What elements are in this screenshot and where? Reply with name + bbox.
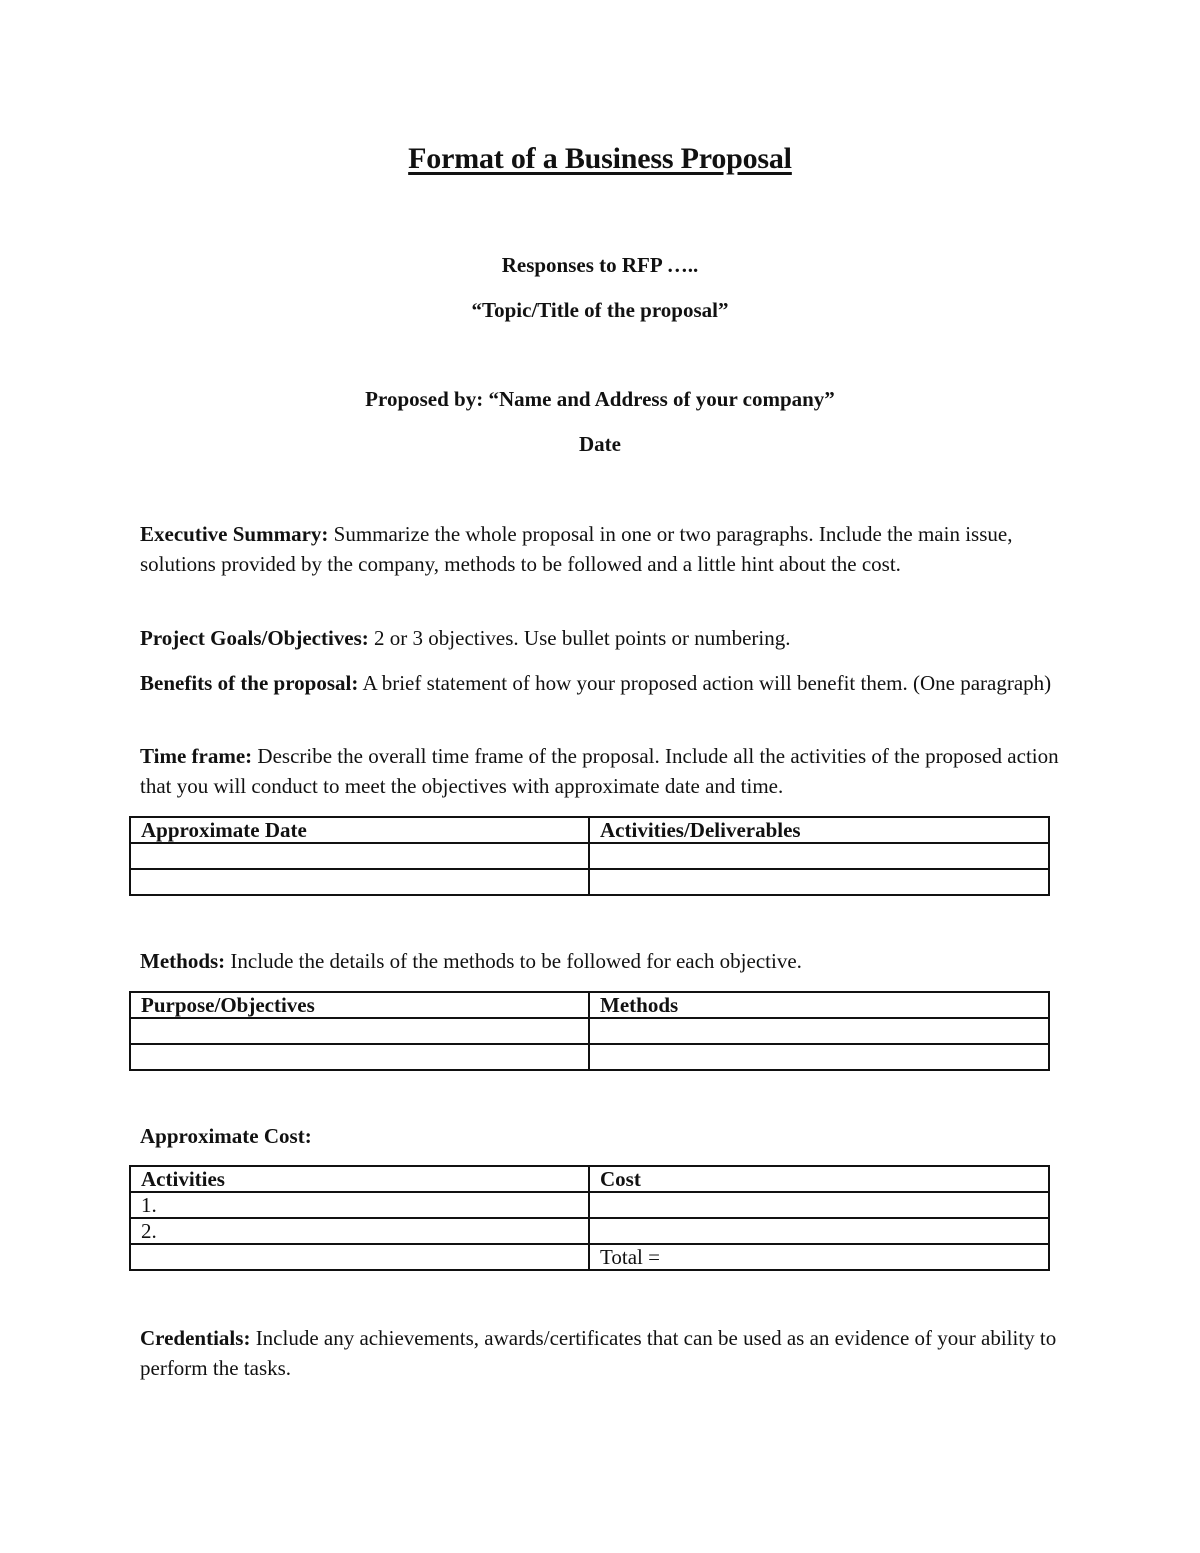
methods-table xyxy=(129,991,1050,1071)
table-row xyxy=(130,1044,1049,1070)
table-row xyxy=(130,1218,1049,1244)
table-header-cell: Purpose/Objectives xyxy=(130,992,589,1018)
table-cell xyxy=(589,869,1049,895)
table-header-cell: Methods xyxy=(589,992,1049,1018)
table-row xyxy=(130,1192,1049,1218)
credentials-paragraph xyxy=(140,1324,1065,1383)
time-frame-text: Describe the overall time frame of the proposal. Include all the activities of the proposed action that you will conduct to meet the objectives with approximate date and time. xyxy=(140,744,1059,798)
table-cell xyxy=(589,843,1049,869)
table-header-row xyxy=(130,1166,1049,1192)
table-header-cell: Cost xyxy=(589,1166,1049,1192)
table-header-cell: Approximate Date xyxy=(130,817,589,843)
table-cell xyxy=(589,1018,1049,1044)
document-title: Format of a Business Proposal xyxy=(408,142,792,175)
benefits-text: A brief statement of how your proposed action will benefit them. (One paragraph) xyxy=(358,671,1052,695)
table-cell xyxy=(130,1018,589,1044)
table-cell xyxy=(130,1044,589,1070)
table-cell xyxy=(589,1044,1049,1070)
methods-text: Include the details of the methods to be followed for each objective. xyxy=(225,949,802,973)
table-cell xyxy=(130,869,589,895)
credentials-label: Credentials: xyxy=(140,1326,251,1350)
table-row xyxy=(130,869,1049,895)
approximate-cost-paragraph xyxy=(140,1122,1065,1152)
table-cell: 2. xyxy=(130,1218,589,1244)
table-cell: Total = xyxy=(589,1244,1049,1270)
executive-summary-text: Summarize the whole proposal in one or two paragraphs. Include the main issue, solutions provided by the company, methods to be followed and a little hint about the cost. xyxy=(140,522,1013,576)
rfp-line: Responses to RFP ….. xyxy=(501,253,699,277)
proposed-by-line: Proposed by: “Name and Address of your company” xyxy=(365,387,835,411)
benefits-paragraph xyxy=(140,669,1065,699)
methods-label: Methods: xyxy=(140,949,226,973)
table-row xyxy=(130,843,1049,869)
table-header-row xyxy=(130,992,1049,1018)
table-header-cell: Activities/Deliverables xyxy=(589,817,1049,843)
table-cell xyxy=(589,1218,1049,1244)
project-goals-paragraph xyxy=(140,624,1065,654)
proposal-topic-line: “Topic/Title of the proposal” xyxy=(471,298,729,322)
cost-table xyxy=(129,1165,1050,1271)
table-cell xyxy=(589,1192,1049,1218)
approximate-cost-label: Approximate Cost: xyxy=(140,1124,312,1148)
project-goals-label: Project Goals/Objectives: xyxy=(140,626,369,650)
project-goals-text: 2 or 3 objectives. Use bullet points or numbering. xyxy=(368,626,791,650)
benefits-label: Benefits of the proposal: xyxy=(140,671,359,695)
table-cell: 1. xyxy=(130,1192,589,1218)
table-cell xyxy=(130,843,589,869)
time-frame-table xyxy=(129,816,1050,896)
credentials-text: Include any achievements, awards/certificates that can be used as an evidence of your ability to perform the tasks. xyxy=(140,1326,1057,1380)
time-frame-label: Time frame: xyxy=(140,744,253,768)
methods-paragraph xyxy=(140,947,1065,977)
executive-summary-label: Executive Summary: xyxy=(140,522,329,546)
executive-summary-paragraph xyxy=(140,520,1065,579)
date-label: Date xyxy=(579,432,621,456)
table-header-cell: Activities xyxy=(130,1166,589,1192)
table-cell xyxy=(130,1244,589,1270)
table-row xyxy=(130,1244,1049,1270)
table-header-row xyxy=(130,817,1049,843)
table-row xyxy=(130,1018,1049,1044)
time-frame-paragraph xyxy=(140,742,1065,801)
